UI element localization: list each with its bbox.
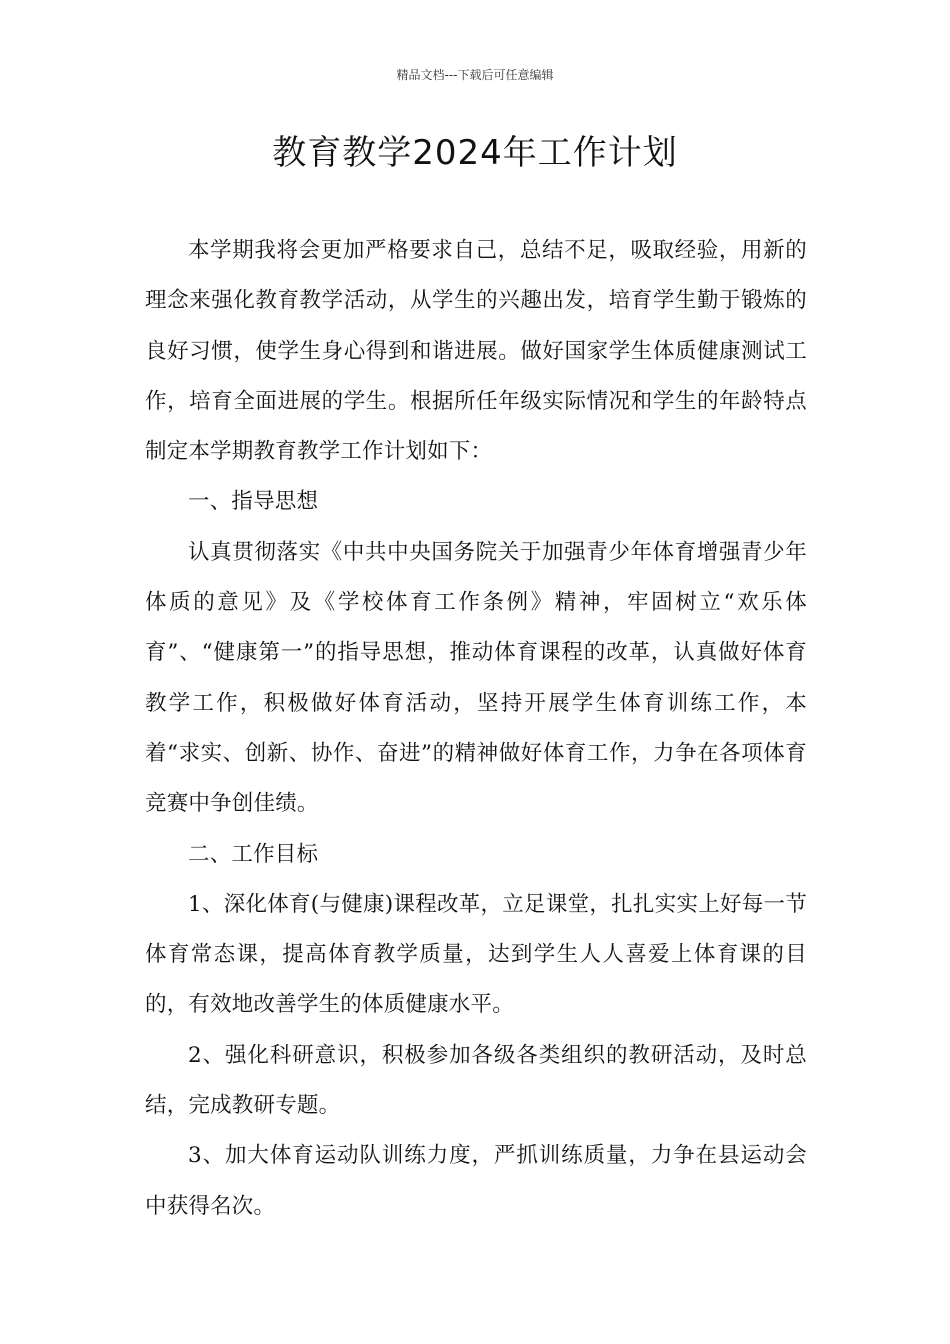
- document-title: 教育教学2024年工作计划: [272, 133, 678, 173]
- paragraph-goal-3: 3、加大体育运动队训练力度，严抓训练质量，力争在县运动会中获得名次。: [145, 1143, 807, 1219]
- section-heading-work-goals: 二、工作目标: [188, 841, 319, 867]
- document-body: [145, 226, 807, 1232]
- paragraph-goal-1: 1、深化体育(与健康)课程改革，立足课堂，扎扎实实上好每一节体育常态课，提高体育教学质量，达到学生人人喜爱上体育课的目的，有效地改善学生的体质健康水平。: [145, 891, 807, 1018]
- paragraph-intro: 本学期我将会更加严格要求自己，总结不足，吸取经验，用新的理念来强化教育教学活动，从学生的兴趣出发，培育学生勤于锻炼的良好习惯，使学生身心得到和谐进展。做好国家学生体质健康测试工作，培育全面进展的学生。根据所任年级实际情况和学生的年龄特点制定本学期教育教学工作计划如下：: [145, 238, 807, 465]
- section-heading-guiding-ideology: 一、指导思想: [188, 489, 319, 515]
- paragraph-goal-2: 2、强化科研意识，积极参加各级各类组织的教研活动，及时总结，完成教研专题。: [145, 1042, 807, 1119]
- page-header: 精品文档---下载后可任意编辑: [396, 68, 554, 82]
- paragraph-guiding-ideology: 认真贯彻落实《中共中央国务院关于加强青少年体育增强青少年体质的意见》及《学校体育工作条例》精神，牢固树立“欢乐体育”、“健康第一”的指导思想，推动体育课程的改革，认真做好体育教学工作，积极做好体育活动，坚持开展学生体育训练工作，本着“求实、创新、协作、奋进”的精神做好体育工作，力争在各项体育竞赛中争创佳绩。: [145, 539, 807, 817]
